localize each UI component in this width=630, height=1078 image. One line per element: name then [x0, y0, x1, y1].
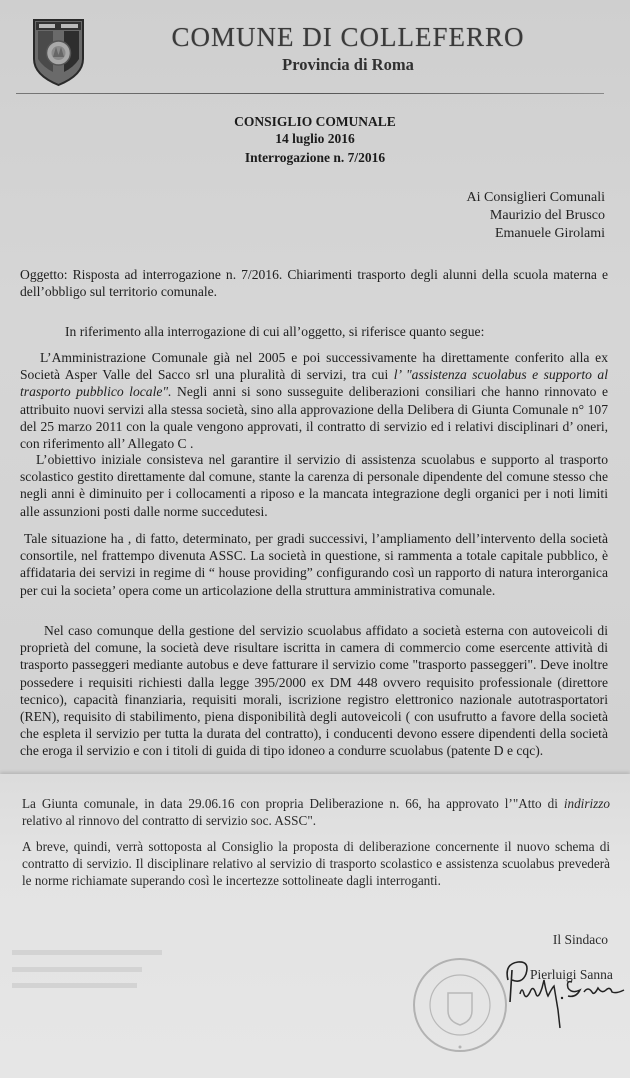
handwritten-signature	[500, 958, 630, 1038]
signer-name: Pierluigi Sanna	[530, 967, 613, 982]
bleed-through-mark	[12, 983, 137, 988]
bleed-through-mark	[12, 950, 162, 955]
paragraph-5-text: La Giunta comunale, in data 29.06.16 con propria Deliberazione n. 66, ha approvato l’"Atto di	[22, 796, 564, 811]
signoff-role: Il Sindaco	[552, 932, 608, 947]
paragraph-5	[22, 795, 610, 829]
recipient-line: Maurizio del Brusco	[489, 208, 605, 223]
municipality-title: COMUNE DI COLLEFERRO	[171, 22, 525, 52]
paragraph-3: Tale situazione ha , di fatto, determinato, per gradi successivi, l’ampliamento dell’intervento della società consortile, nel frattempo divenuta ASSC. La società in questione, si rammenta a totale capitale pubblico, è affidataria dei servizi in regime di “ house providing” configurando così un rapporto di natura interorganica per cui la societa’ opera come un articolazione della struttura amministrativa comunale.	[20, 531, 608, 598]
paragraph-1-text-end: Negli anni si sono susseguite deliberazioni consiliari che hanno rinnovato e attribuito nuovi servizi alla stessa società, sino alla approvazione della Delibera di Giunta Comunale n° 107 del 25 marzo 2011 con la quale vengono approvati, il contratto di servizio ed i relativi disciplinari d’ oneri, con riferimento all’ Allegato C .	[20, 384, 609, 452]
interrogation-reference: Interrogazione n. 7/2016	[244, 150, 386, 165]
header-divider	[16, 93, 604, 94]
intro-line: In riferimento alla interrogazione di cui all’oggetto, si riferisce quanto segue:	[65, 324, 485, 339]
meeting-date: 14 luglio 2016	[275, 131, 355, 146]
paragraph-6: A breve, quindi, verrà sottoposta al Consiglio la proposta di deliberazione concernente il nuovo schema di contratto di servizio. Il disciplinare relativo al servizio di trasporto scolastico e assistenza scuolabus prevederà le norme richiamate superando così le incertezze sottolineate dagli interroganti.	[22, 839, 610, 889]
bleed-through-mark	[12, 967, 142, 972]
paragraph-5-text-end: relativo al rinnovo del contratto di servizio soc. ASSC".	[22, 813, 316, 829]
paragraph-1-italic: l’ "assistenza scuolabus e supporto al trasporto pubblico locale".	[20, 367, 608, 400]
paragraph-4: Nel caso comunque della gestione del servizio scuolabus affidato a società esterna con autoveicoli di proprietà del comune, la società deve risultare iscritta in camera di commercio come esercente attività di trasporto passeggeri mediante autobus e deve fatturare il servizio come "trasporto passeggeri". Deve inoltre possedere i requisiti richiesti dalla legge 395/2000 ex DM 448 ovvero requisito professionale (direttore tecnico), capacità finanziaria, requisiti morali, iscrizione registro elettronico nazionale autotrasportatori (REN), requisito di stabilimento, piena disponibilità degli autoveicoli ( con usufrutto a favore della società che espleta il servizio per tutta la durata del contratto), i conducenti devono essere dipendenti della società che eroga il servizio e con i titoli di guida di tipo idoneo a condurre scuolabus (patente D e cqc).	[20, 623, 608, 759]
council-title: CONSIGLIO COMUNALE	[234, 114, 396, 129]
official-stamp-icon	[410, 955, 510, 1055]
paragraph-5-italic: indirizzo	[563, 796, 610, 811]
recipient-line: Emanuele Girolami	[494, 226, 605, 241]
coat-of-arms-icon	[31, 17, 86, 87]
paragraph-2: L’obiettivo iniziale consisteva nel garantire il servizio di assistenza scuolabus e supporto al trasporto scolastico gestito direttamente dal comune, stante la carenza di personale dipendente del comune stesso che negli anni è diminuito per i collocamenti a riposo e la mancata integrazione degli organici per i noti limiti alle assunzioni posti dalle norme succedutesi.	[20, 452, 608, 519]
subject-line: Oggetto: Risposta ad interrogazione n. 7/2016. Chiarimenti trasporto degli alunni della scuola materna e dell’obbligo sul territorio comunale.	[20, 267, 608, 300]
paragraph-1-text: L’Amministrazione Comunale già nel 2005 e poi successivamente ha direttamente conferito alla ex Società Asper Valle del Sacco srl una pluralità di servizi, tra cui	[20, 350, 608, 383]
province-subtitle: Provincia di Roma	[282, 55, 414, 74]
recipient-line: Ai Consiglieri Comunali	[466, 190, 605, 205]
paragraph-1	[20, 349, 608, 452]
